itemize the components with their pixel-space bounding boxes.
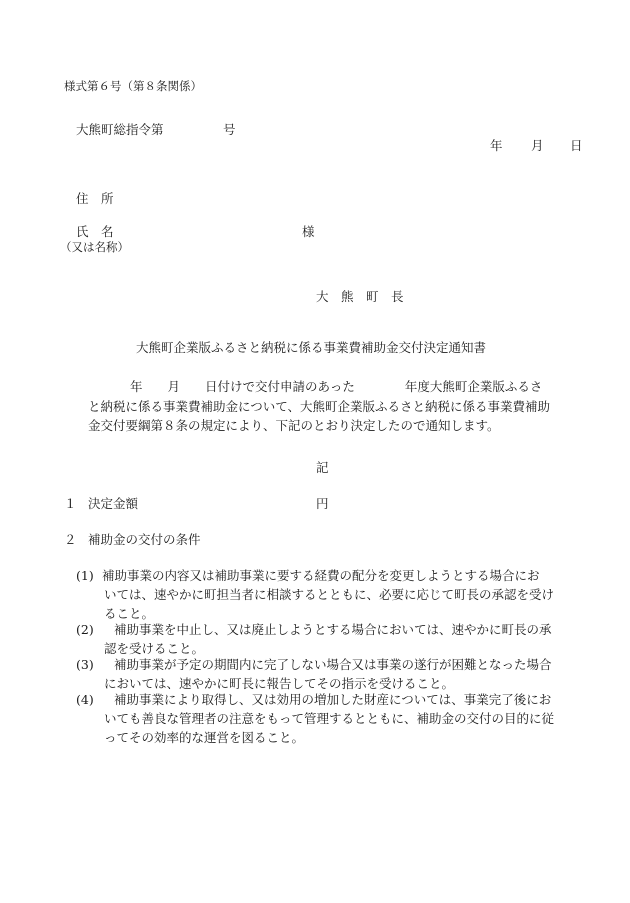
document-title: 大熊町企業版ふるさと納税に係る事業費補助金交付決定通知書	[136, 340, 487, 355]
condition-line: 補助事業により取得し、又は効用の増加した財産については、事業完了後にお	[114, 692, 552, 707]
document-number-prefix: 大熊町総指令第	[76, 122, 164, 137]
body-line: 年 月 日付けで交付申請のあった 年度大熊町企業版ふるさ	[130, 379, 543, 394]
condition-line: 補助事業が予定の期間内に完了しない場合又は事業の遂行が困難となった場合	[114, 657, 552, 672]
name-label: 氏 名	[76, 224, 114, 239]
item2-number: ２	[64, 532, 77, 547]
date-day: 日	[570, 138, 583, 153]
item1-number: １	[64, 496, 77, 511]
condition-line: ってその効率的な運営を図ること。	[104, 730, 305, 745]
body-paragraph	[88, 377, 588, 436]
item1-unit: 円	[316, 496, 329, 511]
condition-number: (4)	[76, 692, 94, 707]
condition-line: 補助事業を中止し、又は廃止しようとする場合においては、速やかに町長の承	[114, 622, 552, 637]
condition-line: 認を受けること。	[104, 641, 205, 656]
issuer-name: 大 熊 町 長	[316, 289, 404, 304]
item2-label: 補助金の交付の条件	[88, 532, 201, 547]
condition-3	[76, 655, 596, 693]
address-label: 住 所	[76, 191, 114, 206]
name-honorific: 様	[302, 224, 315, 239]
condition-line: においては、速やかに町長に報告してその指示を受けること。	[104, 676, 455, 691]
condition-line: 補助事業の内容又は補助事業に要する経費の配分を変更しようとする場合にお	[102, 568, 540, 583]
condition-number: (1)	[76, 568, 94, 583]
item1-label: 決定金額	[88, 496, 139, 511]
condition-2	[76, 620, 596, 658]
name-alt-label: （又は名称）	[60, 240, 129, 254]
condition-1	[76, 566, 596, 623]
body-line: 金交付要綱第８条の規定により、下記のとおり決定したので通知します。	[88, 418, 500, 433]
condition-line: ること。	[104, 606, 155, 621]
document-number-suffix: 号	[223, 122, 236, 137]
date-month: 月	[531, 138, 544, 153]
date-year: 年	[490, 138, 503, 153]
form-label: 様式第６号（第８条関係）	[64, 79, 202, 93]
condition-line: いては、速やかに町担当者に相談するとともに、必要に応じて町長の承認を受け	[104, 587, 555, 602]
body-line: と納税に係る事業費補助金について、大熊町企業版ふるさと納税に係る事業費補助	[88, 398, 551, 414]
condition-4	[76, 690, 596, 747]
condition-line: いても善良な管理者の注意をもって管理するとともに、補助金の交付の目的に従	[104, 711, 555, 726]
condition-number: (2)	[76, 622, 94, 637]
ki-label: 記	[316, 460, 329, 475]
condition-number: (3)	[76, 657, 94, 672]
